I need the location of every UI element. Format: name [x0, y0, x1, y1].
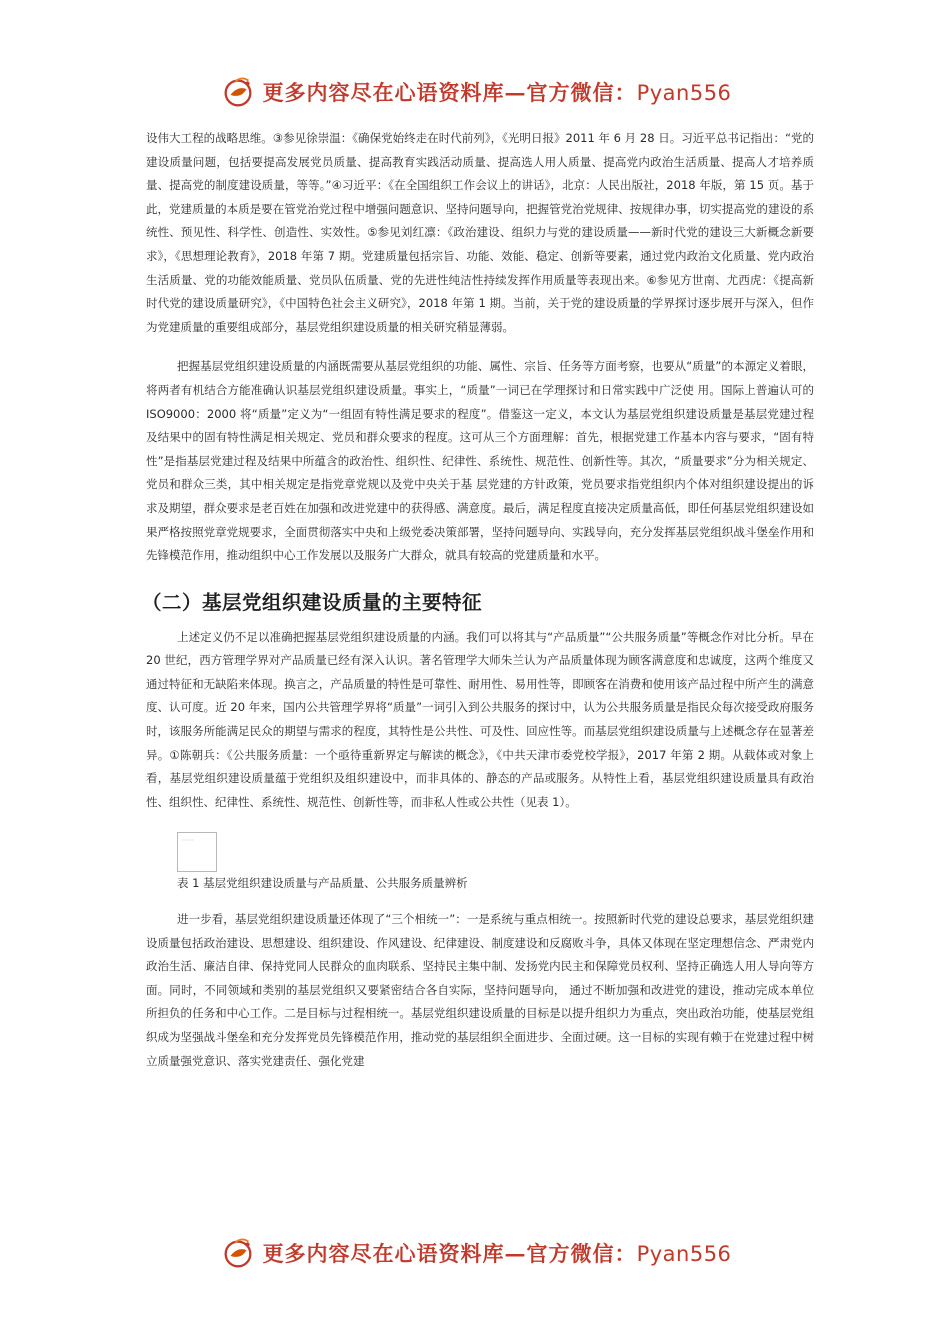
paragraph-definition: 把握基层党组织建设质量的内涵既需要从基层党组织的功能、属性、宗旨、任务等方面考察，也要从“质量”的本源定义着眼，将两者有机结合方能准确认识基层党组织建设质量。事实上，“质量”一词已在学理探讨和日常实践中广泛使 用。国际上普遍认可的 ISO9000：2000 将“质量”定义为“一组固有特性满足要求的程度”。借鉴这一定义，本文认为基层党组织建设质量是基层党建过程及结果中的固有特性满足相关规定、党员和群众要求的程度。这可从三个方面理解：首先，根据党建工作基本内容与要求，“固有特性”是指基层党建过程及结果中所蕴含的政治性、组织性、纪律性、系统性、规范性、创新性等。其次，“质量要求”分为相关规定、党员和群众三类，其中相关规定是指党章党规以及党中央关于基 层党建的方针政策，党员要求指党组织内个体对组织建设提出的诉求及期望，群众要求是老百姓在加强和改进党建中的获得感、满意度。最后，满足程度直接决定质量高低，即任何基层党组织建设如果严格按照党章党规要求，全面贯彻落实中央和上级党委决策部署，坚持问题导向、实践导向，充分发挥基层党组织战斗堡垒作用和先锋模范作用，推动组织中心工作发展以及服务广大群众，就具有较高的党建质量和水平。	[146, 359, 814, 563]
paragraph-three-unities: 进一步看，基层党组织建设质量还体现了“三个相统一”：一是系统与重点相统一。按照新时代党的建设总要求，基层党组织建设质量包括政治建设、思想建设、组织建设、作风建设、纪律建设、制度建设和反腐败斗争，具体又体现在坚定理想信念、严肃党内政治生活、廉洁自律、保持党同人民群众的血肉联系、坚持民主集中制、发扬党内民主和保障党员权利、坚持正确选人用人导向等方面。同时，不同领域和类别的基层党组织又要紧密结合各自实际，坚持问题导向， 通过不断加强和改进党的建设，推动完成本单位所担负的任务和中心工作。二是目标与过程相统一。基层党组织建设质量的目标是以提升组织力为重点，突出政治功能，使基层党组织成为坚强战斗堡垒和充分发挥党员先锋模范作用，推动党的基层组织全面进步、全面过硬。这一目标的实现有赖于在党建过程中树立质量强党意识、落实党建责任、强化党建	[146, 912, 814, 1068]
banner-slogan-text: 更多内容尽在心语资料库—官方微信：	[262, 80, 637, 105]
wechat-handle: Pyan556	[636, 81, 732, 105]
banner-slogan-text: 更多内容尽在心语资料库—官方微信：	[262, 1241, 637, 1266]
document-body	[142, 127, 814, 1073]
table-image-placeholder	[177, 832, 217, 872]
logo-icon	[219, 73, 257, 111]
header-watermark-banner	[0, 72, 950, 112]
paragraph-footnote-continuation: 设伟大工程的战略思维。③参见徐崇温：《确保党始终走在时代前列》，《光明日报》2011 年 6 月 28 日。习近平总书记指出：“党的建设质量问题，包括要提高发展党员质量、提高教育实践活动质量、提高选人用人质量、提高党内政治生活质量、提高人才培养质量、提高党的制度建设质量，等等。”④习近平：《在全国组织工作会议上的讲话》，北京：人民出版社，2018 年版，第 15 页。基于此，党建质量的本质是要在管党治党过程中增强问题意识、坚持问题导向，把握管党治党规律、按规律办事，切实提高党的建设的系统性、预见性、科学性、创造性、实效性。⑤参见刘红凛：《政治建设、组织力与党的建设质量——新时代党的建设三大新概念新要求》，《思想理论教育》，2018 年第 7 期。党建质量包括宗旨、功能、效能、稳定、创新等要素，通过党内政治文化质量、党内政治生活质量、党的功能效能质量、党员队伍质量、党的先进性纯洁性持续发挥作用质量等表现出来。⑥参见方世南、尤西虎：《提高新时代党的建设质量研究》，《中国特色社会主义研究》，2018 年第 1 期。当前，关于党的建设质量的学界探讨逐步展开与深入，但作为党建质量的重要组成部分，基层党组织建设质量的相关研究稍显薄弱。	[146, 131, 814, 334]
footer-watermark-banner	[0, 1233, 950, 1273]
paragraph-comparison: 上述定义仍不足以准确把握基层党组织建设质量的内涵。我们可以将其与“产品质量”“公共服务质量”等概念作对比分析。早在 20 世纪，西方管理学界对产品质量已经有深入认识。著名管理学大师朱兰认为产品质量体现为顾客满意度和忠诚度，这两个维度又通过特征和无缺陷来体现。换言之，产品质量的特性是可靠性、耐用性、易用性等，即顾客在消费和使用该产品过程中所产生的满意度、认可度。近 20 年来，国内公共管理学界将“质量”一词引入到公共服务的探讨中，认为公共服务质量是指民众每次接受政府服务时，该服务所能满足民众的期望与需求的程度，其特性是公共性、可及性、回应性等。而基层党组织建设质量与上述概念存在显著差异。①陈朝兵：《公共服务质量：一个亟待重新界定与解读的概念》，《中共天津市委党校学报》，2017 年第 2 期。从载体或对象上看，基层党组织建设质量蕴于党组织及组织建设中，而非具体的、静态的产品或服务。从特性上看，基层党组织建设质量具有政治性、组织性、纪律性、系统性、规范性、创新性等，而非私人性或公共性（见表 1）。	[146, 629, 814, 809]
wechat-handle: Pyan556	[636, 1242, 732, 1266]
section-heading: （二）基层党组织建设质量的主要特征	[142, 590, 483, 614]
table-caption: 表 1 基层党组织建设质量与产品质量、公共服务质量辨析	[177, 876, 468, 891]
banner-slogan	[263, 77, 732, 107]
banner-slogan	[263, 1238, 732, 1268]
logo-icon	[219, 1234, 257, 1272]
